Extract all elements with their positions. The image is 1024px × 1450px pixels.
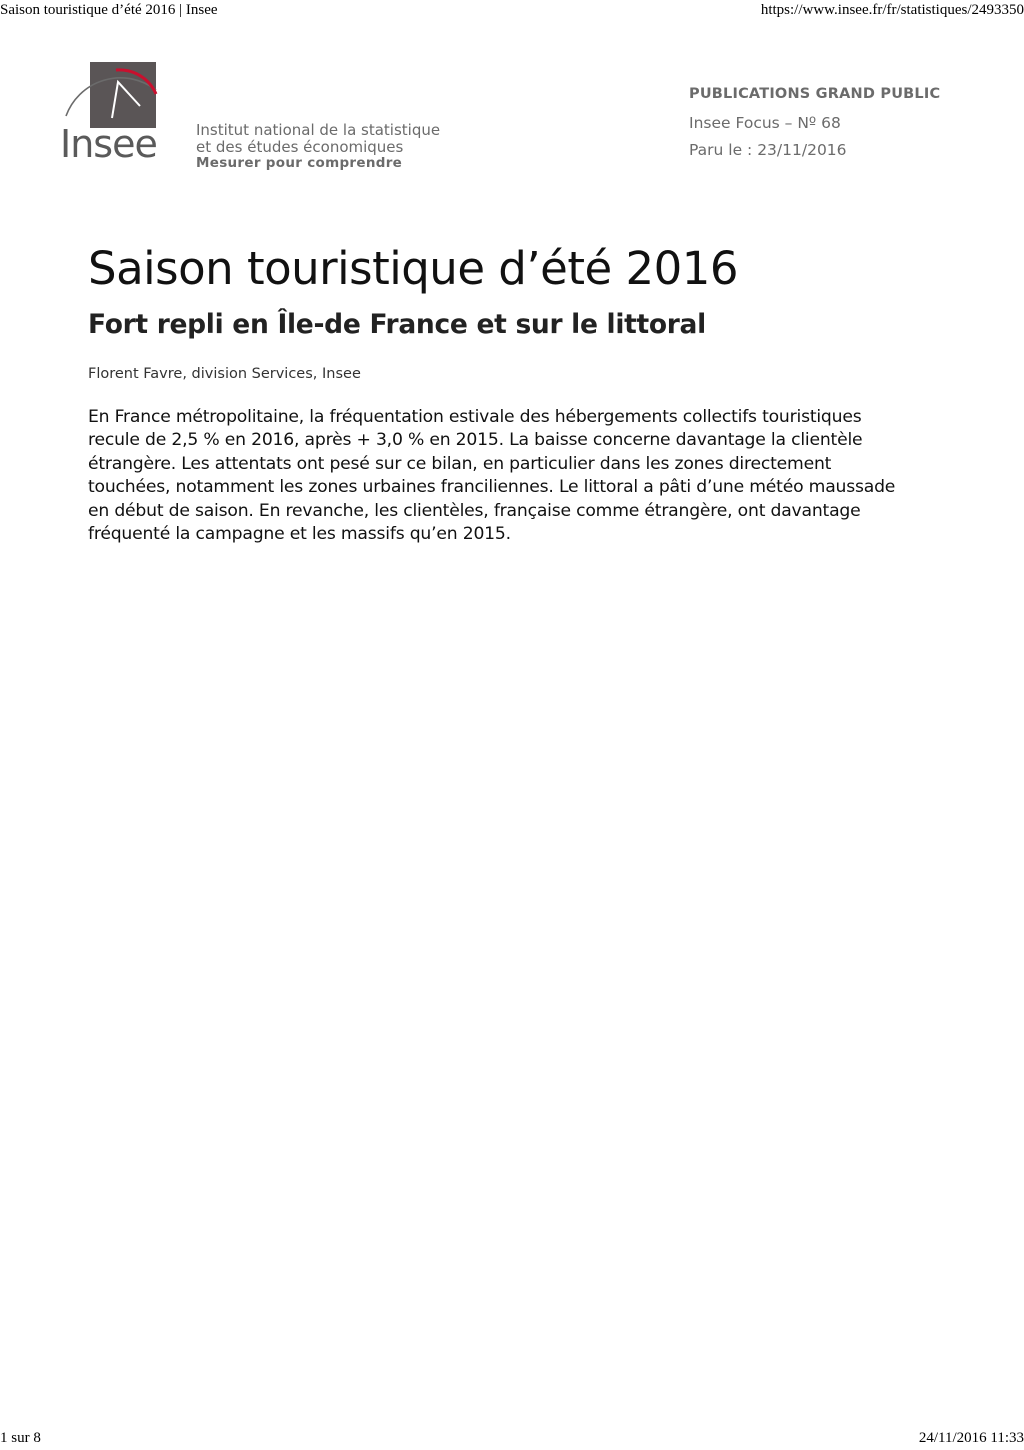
print-footer-timestamp: 24/11/2016 11:33 bbox=[918, 1430, 1024, 1446]
print-footer-page: 1 sur 8 bbox=[0, 1430, 41, 1446]
page-subtitle: Fort repli en Île-de France et sur le littoral bbox=[88, 309, 706, 340]
page-title: Saison touristique d’été 2016 bbox=[88, 242, 739, 295]
print-header bbox=[0, 2, 1024, 22]
print-footer bbox=[0, 1430, 1024, 1450]
insee-logo-icon bbox=[60, 60, 160, 130]
insee-logo[interactable] bbox=[60, 60, 460, 180]
print-header-title: Saison touristique d’été 2016 | Insee bbox=[0, 2, 218, 18]
publication-series: Insee Focus – Nº 68 bbox=[689, 114, 841, 132]
publication-date: Paru le : 23/11/2016 bbox=[689, 141, 847, 159]
article-author: Florent Favre, division Services, Insee bbox=[88, 366, 361, 382]
logo-tagline-line-2: et des études économiques bbox=[196, 138, 404, 156]
publication-meta bbox=[689, 86, 940, 168]
article bbox=[88, 238, 908, 546]
logo-wordmark: Insee bbox=[60, 122, 157, 166]
publication-category: PUBLICATIONS GRAND PUBLIC bbox=[689, 86, 941, 102]
logo-tagline-line-1: Institut national de la statistique bbox=[196, 121, 441, 139]
logo-tagline bbox=[196, 122, 440, 170]
article-lead: En France métropolitaine, la fréquentation estivale des hébergements collectifs touristiques recule de 2,5 % en 2016, après + 3,0 % en 2015. La baisse concerne davantage la clientèle étrangère. Les attentats ont pesé sur ce bilan, en particulier dans les zones directement touchées, notamment les zones urbaines franciliennes. Le littoral a pâti d’une météo maussade en début de saison. En revanche, les clientèles, française comme étrangère, ont davantage fréquenté la campagne et les massifs qu’en 2015. bbox=[88, 407, 896, 545]
print-header-url[interactable]: https://www.insee.fr/fr/statistiques/2493350 bbox=[760, 2, 1024, 18]
logo-motto: Mesurer pour comprendre bbox=[196, 155, 403, 171]
